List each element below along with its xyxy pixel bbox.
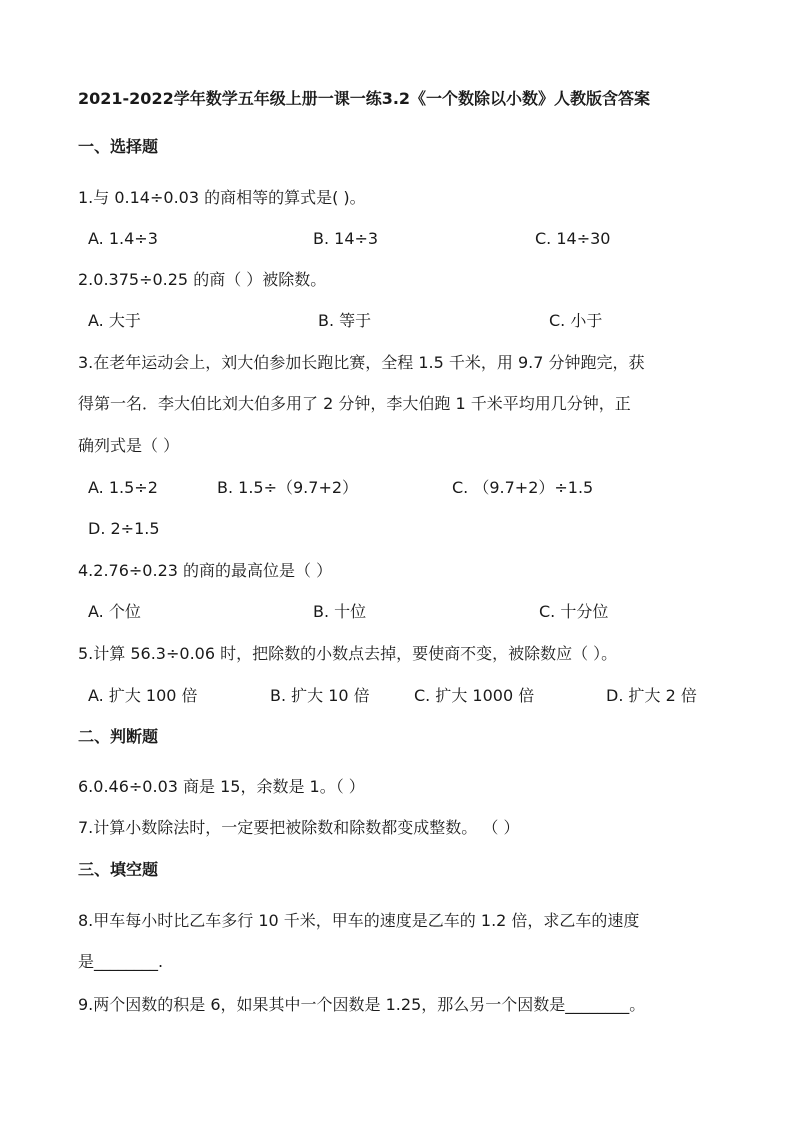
q2-option-b: B. 等于 bbox=[318, 311, 372, 330]
section-heading-choice: 一、选择题 bbox=[78, 137, 159, 156]
q5-option-c: C. 扩大 1000 倍 bbox=[414, 686, 535, 705]
q4-option-a: A. 个位 bbox=[88, 602, 141, 621]
question-3-line-1: 3.在老年运动会上，刘大伯参加长跑比赛，全程 1.5 千米，用 9.7 分钟跑完，获 bbox=[78, 353, 645, 372]
q2-option-a: A. 大于 bbox=[88, 311, 141, 330]
question-3-line-2: 得第一名．李大伯比刘大伯多用了 2 分钟，李大伯跑 1 千米平均用几分钟，正 bbox=[78, 394, 631, 413]
page-title: 2021-2022学年数学五年级上册一课一练3.2《一个数除以小数》人教版含答案 bbox=[78, 89, 651, 108]
section-heading-judgement: 二、判断题 bbox=[78, 727, 159, 746]
q3-option-c: C. （9.7+2）÷1.5 bbox=[452, 478, 594, 497]
question-7: 7.计算小数除法时，一定要把被除数和除数都变成整数。 （ ） bbox=[78, 818, 520, 837]
q5-option-d: D. 扩大 2 倍 bbox=[606, 686, 697, 705]
question-4: 4.2.76÷0.23 的商的最高位是（ ） bbox=[78, 561, 333, 580]
q3-option-a: A. 1.5÷2 bbox=[88, 478, 158, 497]
question-5: 5.计算 56.3÷0.06 时，把除数的小数点去掉，要使商不变，被除数应（ ）。 bbox=[78, 644, 618, 663]
q4-option-c: C. 十分位 bbox=[539, 602, 609, 621]
q5-option-b: B. 扩大 10 倍 bbox=[270, 686, 370, 705]
q1-option-a: A. 1.4÷3 bbox=[88, 229, 158, 248]
question-1: 1.与 0.14÷0.03 的商相等的算式是( )。 bbox=[78, 188, 366, 207]
q4-option-b: B. 十位 bbox=[313, 602, 367, 621]
q1-option-b: B. 14÷3 bbox=[313, 229, 379, 248]
question-6: 6.0.46÷0.03 商是 15，余数是 1。（ ） bbox=[78, 777, 365, 796]
q1-option-c: C. 14÷30 bbox=[535, 229, 611, 248]
question-3-line-3: 确列式是（ ） bbox=[78, 436, 180, 455]
question-2: 2.0.375÷0.25 的商（ ）被除数。 bbox=[78, 270, 327, 289]
section-heading-fill-in: 三、填空题 bbox=[78, 860, 159, 879]
q2-option-c: C. 小于 bbox=[549, 311, 603, 330]
q3-option-d: D. 2÷1.5 bbox=[88, 519, 160, 538]
question-8-line-2: 是________. bbox=[78, 952, 164, 971]
question-9: 9.两个因数的积是 6，如果其中一个因数是 1.25，那么另一个因数是________。 bbox=[78, 995, 646, 1014]
q5-option-a: A. 扩大 100 倍 bbox=[88, 686, 198, 705]
q3-option-b: B. 1.5÷（9.7+2） bbox=[217, 478, 359, 497]
question-8-line-1: 8.甲车每小时比乙车多行 10 千米，甲车的速度是乙车的 1.2 倍，求乙车的速度 bbox=[78, 911, 640, 930]
